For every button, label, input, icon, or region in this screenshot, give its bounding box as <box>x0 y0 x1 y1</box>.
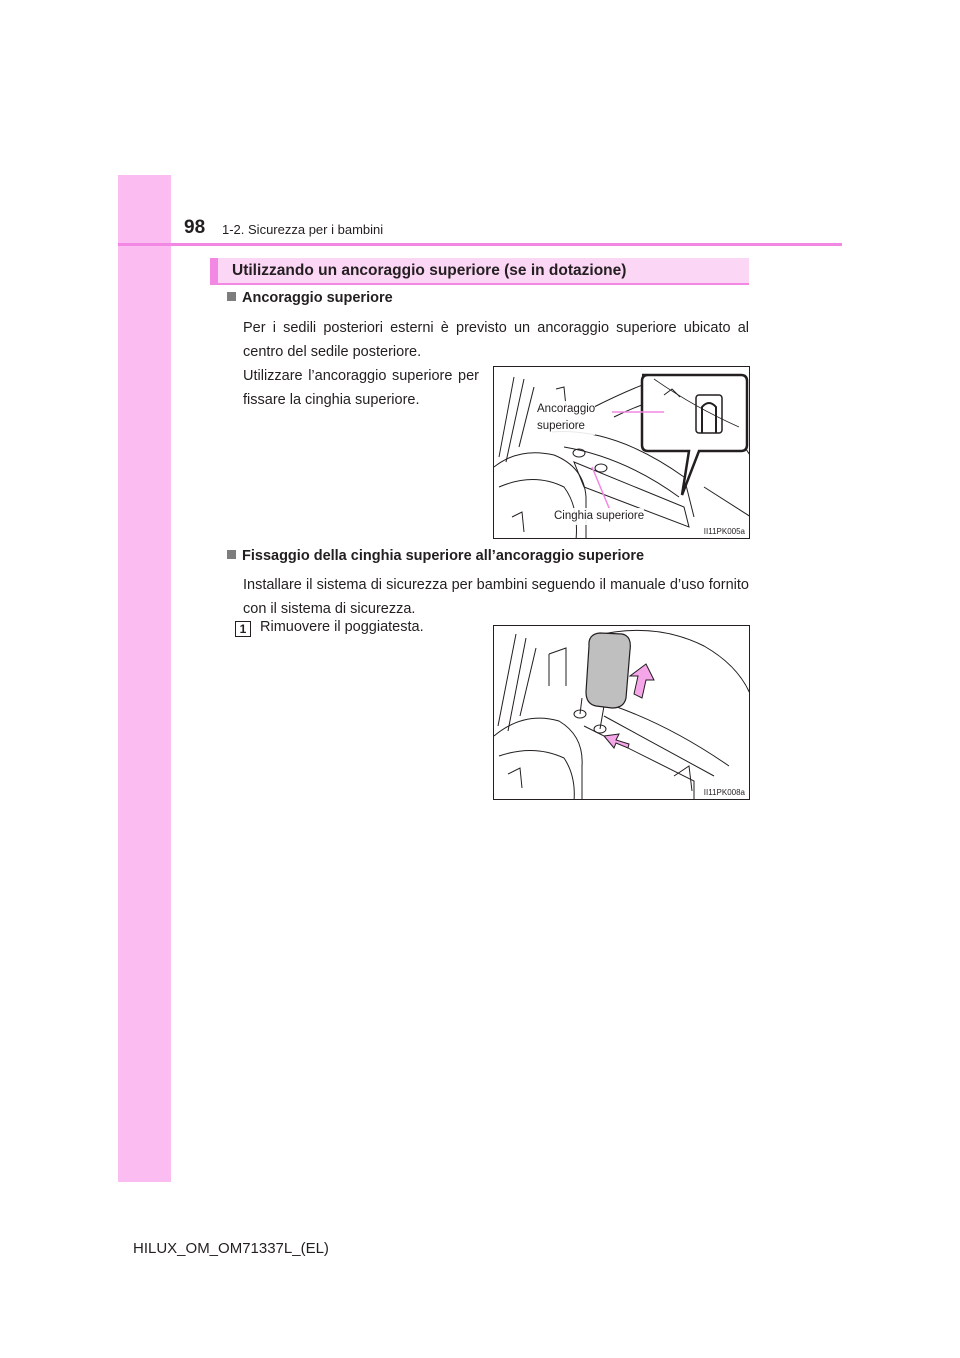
figure-top-anchor <box>493 366 750 539</box>
square-bullet-icon <box>227 550 236 559</box>
step-number-badge: 1 <box>235 621 251 637</box>
headrest-shape <box>586 633 630 708</box>
step-1-text: Rimuovere il poggiatesta. <box>260 619 424 635</box>
paragraph-anchor-usage: Utilizzare l’ancoraggio superiore per fissare la cinghia superiore. <box>243 368 479 408</box>
section-title: 1-2. Sicurezza per i bambini <box>222 222 384 237</box>
figure-code: II11PK008a <box>703 788 745 797</box>
subheading-strap-fixing-text: Fissaggio della cinghia superiore all’ancoraggio superiore <box>242 548 645 564</box>
subheading-top-anchor-text: Ancoraggio superiore <box>242 290 393 306</box>
subheading-strap-fixing <box>227 548 644 564</box>
section-heading-text: Utilizzando un ancoraggio superiore (se in dotazione) <box>232 262 627 279</box>
page-number: 98 <box>184 217 206 238</box>
square-bullet-icon <box>227 292 236 301</box>
label-top-anchor: Ancoraggio superiore <box>537 401 595 435</box>
figure-remove-headrest <box>493 625 750 800</box>
callout-magnifier <box>642 375 747 495</box>
press-arrow-icon <box>604 734 629 748</box>
label-top-strap: Cinghia superiore <box>554 508 644 525</box>
section-heading <box>210 258 749 285</box>
header-rule <box>118 243 842 246</box>
paragraph-install-instructions: Installare il sistema di sicurezza per bambini seguendo il manuale d’uso fornito con il sistema di sicurezza. <box>243 577 749 617</box>
lift-arrow-icon <box>630 664 654 698</box>
subheading-top-anchor <box>227 290 393 306</box>
headrest-removal-illustration <box>494 626 750 800</box>
chapter-sidebar-tab <box>118 175 171 1182</box>
paragraph-anchor-location: Per i sedili posteriori esterni è previsto un ancoraggio superiore ubicato al centro del sedile posteriore. <box>243 320 749 360</box>
footer-document-code: HILUX_OM_OM71337L_(EL) <box>133 1240 329 1257</box>
figure-code: II11PK005a <box>703 527 745 536</box>
